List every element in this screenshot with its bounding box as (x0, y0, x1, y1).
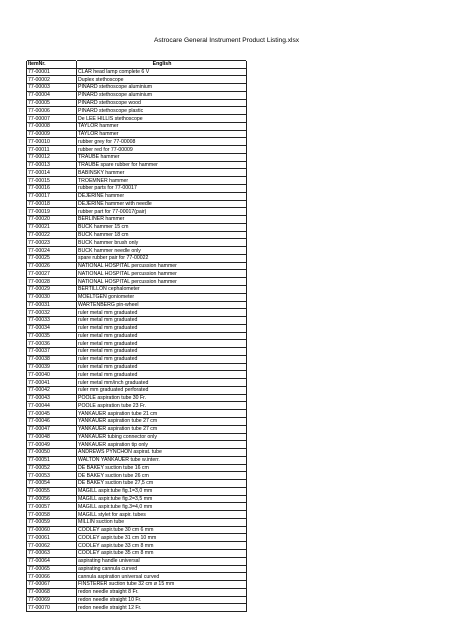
item-number-cell: 77-00060 (27, 526, 77, 534)
description-cell: BERTILLON cephalometer (77, 285, 247, 293)
item-number-cell: 77-00007 (27, 115, 77, 123)
description-cell: DEJERINE hammer (77, 192, 247, 200)
description-cell: YANKAUER aspiration tube 27 cm (77, 425, 247, 433)
table-row (27, 115, 247, 123)
table-row (27, 161, 247, 169)
item-number-cell: 77-00054 (27, 480, 77, 488)
description-cell: cannula aspiration universal curved (77, 573, 247, 581)
table-row (27, 480, 247, 488)
item-number-cell: 77-00046 (27, 417, 77, 425)
table-row (27, 169, 247, 177)
item-number-cell: 77-00034 (27, 324, 77, 332)
table-row (27, 487, 247, 495)
description-cell: rubber red for 77-00009 (77, 146, 247, 154)
table-row (27, 425, 247, 433)
table-row (27, 309, 247, 317)
table-row (27, 138, 247, 146)
description-cell: BUCK hammer brush only (77, 239, 247, 247)
table-row (27, 317, 247, 325)
table-row (27, 503, 247, 511)
item-number-cell: 77-00026 (27, 262, 77, 270)
item-number-cell: 77-00048 (27, 433, 77, 441)
header-english: English (77, 60, 247, 68)
description-cell: De LEE HILLIS stethoscope (77, 115, 247, 123)
item-number-cell: 77-00012 (27, 153, 77, 161)
item-number-cell: 77-00059 (27, 518, 77, 526)
description-cell: YANKAUER aspiration tube 21 cm (77, 410, 247, 418)
description-cell: CLAR head lamp complete 6 V (77, 68, 247, 76)
table-row (27, 604, 247, 612)
description-cell: DE BAKEY suction tube 27,5 cm (77, 480, 247, 488)
table-row (27, 394, 247, 402)
table-row (27, 130, 247, 138)
description-cell: ruler metal mm/inch graduated (77, 379, 247, 387)
table-row (27, 449, 247, 457)
description-cell: aspirating handle universal (77, 557, 247, 565)
item-number-cell: 77-00027 (27, 270, 77, 278)
spreadsheet (26, 52, 247, 612)
item-number-cell: 77-00064 (27, 557, 77, 565)
item-number-cell: 77-00042 (27, 386, 77, 394)
item-number-cell: 77-00001 (27, 68, 77, 76)
table-row (27, 596, 247, 604)
description-cell: Duplex stethoscope (77, 76, 247, 84)
description-cell: BUCK hammer needle only (77, 247, 247, 255)
item-number-cell: 77-00009 (27, 130, 77, 138)
description-cell: spare rubber pair for 77-00022 (77, 254, 247, 262)
item-number-cell: 77-00051 (27, 456, 77, 464)
table-row (27, 254, 247, 262)
table-row (27, 402, 247, 410)
table-row (27, 84, 247, 92)
item-number-cell: 77-00018 (27, 200, 77, 208)
header-row (27, 60, 247, 68)
description-cell: aspirating cannula curved (77, 565, 247, 573)
table-row (27, 410, 247, 418)
description-cell: DEJERINE hammer with needle (77, 200, 247, 208)
item-number-cell: 77-00047 (27, 425, 77, 433)
item-number-cell: 77-00017 (27, 192, 77, 200)
table-row (27, 472, 247, 480)
item-number-cell: 77-00056 (27, 495, 77, 503)
description-cell: ruler mm graduated perforated (77, 386, 247, 394)
item-number-cell: 77-00010 (27, 138, 77, 146)
item-number-cell: 77-00040 (27, 371, 77, 379)
table-row (27, 208, 247, 216)
description-cell: WARTENBERG pin-wheel (77, 301, 247, 309)
description-cell: TRAUBE hammer (77, 153, 247, 161)
table-row (27, 355, 247, 363)
description-cell: POOLE aspiration tube 23 Fr. (77, 402, 247, 410)
description-cell: MAGILL aspir.tube fig.2=3,5 mm (77, 495, 247, 503)
table-row (27, 495, 247, 503)
description-cell: ANDREWS PYNCHON aspirat. tube (77, 449, 247, 457)
item-number-cell: 77-00041 (27, 379, 77, 387)
description-cell: ruler metal mm graduated (77, 309, 247, 317)
table-row (27, 386, 247, 394)
item-number-cell: 77-00014 (27, 169, 77, 177)
item-number-cell: 77-00005 (27, 99, 77, 107)
table-row (27, 216, 247, 224)
table-row (27, 177, 247, 185)
table-row (27, 363, 247, 371)
blank-row (27, 53, 247, 61)
description-cell: TAYLOR hammer (77, 130, 247, 138)
item-number-cell: 77-00044 (27, 402, 77, 410)
item-number-cell: 77-00033 (27, 317, 77, 325)
description-cell: TROEMNER hammer (77, 177, 247, 185)
item-number-cell: 77-00058 (27, 511, 77, 519)
table-body (27, 68, 247, 612)
table-row (27, 239, 247, 247)
table-row (27, 293, 247, 301)
description-cell: FINSTERER suction tube 32 cm ø 15 mm (77, 581, 247, 589)
table-row (27, 153, 247, 161)
table-row (27, 122, 247, 130)
item-number-cell: 77-00039 (27, 363, 77, 371)
description-cell: PINARD stethoscope aluminium (77, 84, 247, 92)
description-cell: ruler metal mm graduated (77, 371, 247, 379)
document-title: Astrocare General Instrument Product Listing.xlsx (153, 37, 300, 44)
description-cell: ruler metal mm graduated (77, 317, 247, 325)
table-row (27, 270, 247, 278)
description-cell: POOLE aspiration tube 30 Fr. (77, 394, 247, 402)
table-row (27, 99, 247, 107)
item-number-cell: 77-00067 (27, 581, 77, 589)
table-row (27, 379, 247, 387)
table-row (27, 200, 247, 208)
description-cell: MILLIN suction tube (77, 518, 247, 526)
item-number-cell: 77-00020 (27, 216, 77, 224)
item-number-cell: 77-00003 (27, 84, 77, 92)
description-cell: BUCK hammer 15 cm (77, 223, 247, 231)
item-number-cell: 77-00002 (27, 76, 77, 84)
description-cell: YANKAUER aspiration tube 27 cm (77, 417, 247, 425)
table-row (27, 542, 247, 550)
description-cell: BERLINER hammer (77, 216, 247, 224)
item-number-cell: 77-00049 (27, 441, 77, 449)
item-number-cell: 77-00025 (27, 254, 77, 262)
item-number-cell: 77-00006 (27, 107, 77, 115)
item-number-cell: 77-00031 (27, 301, 77, 309)
description-cell: ruler metal mm graduated (77, 363, 247, 371)
table-row (27, 247, 247, 255)
item-number-cell: 77-00036 (27, 340, 77, 348)
item-number-cell: 77-00066 (27, 573, 77, 581)
description-cell: MAGILL stylet for aspir. tubes (77, 511, 247, 519)
item-number-cell: 77-00004 (27, 91, 77, 99)
description-cell: ruler metal mm graduated (77, 332, 247, 340)
item-number-cell: 77-00053 (27, 472, 77, 480)
item-number-cell: 77-00055 (27, 487, 77, 495)
table-row (27, 526, 247, 534)
description-cell: BABINSKY hammer (77, 169, 247, 177)
product-table (26, 52, 247, 612)
item-number-cell: 77-00011 (27, 146, 77, 154)
table-row (27, 231, 247, 239)
table-row (27, 348, 247, 356)
description-cell: ruler metal mm graduated (77, 355, 247, 363)
description-cell: DE BAKEY suction tube 16 cm (77, 464, 247, 472)
description-cell: rubber parts for 77-00017 (77, 185, 247, 193)
item-number-cell: 77-00069 (27, 596, 77, 604)
description-cell: NATIONAL HOSPITAL percussion hammer (77, 262, 247, 270)
item-number-cell: 77-00057 (27, 503, 77, 511)
description-cell: redon needle straight 8 Fr. (77, 588, 247, 596)
table-row (27, 301, 247, 309)
table-row (27, 581, 247, 589)
description-cell: NATIONAL HOSPITAL percussion hammer (77, 278, 247, 286)
table-row (27, 146, 247, 154)
item-number-cell: 77-00023 (27, 239, 77, 247)
item-number-cell: 77-00045 (27, 410, 77, 418)
table-row (27, 262, 247, 270)
item-number-cell: 77-00022 (27, 231, 77, 239)
item-number-cell: 77-00035 (27, 332, 77, 340)
description-cell: ruler metal mm graduated (77, 324, 247, 332)
table-row (27, 107, 247, 115)
item-number-cell: 77-00061 (27, 534, 77, 542)
table-row (27, 185, 247, 193)
item-number-cell: 77-00037 (27, 348, 77, 356)
item-number-cell: 77-00016 (27, 185, 77, 193)
description-cell: NATIONAL HOSPITAL percussion hammer (77, 270, 247, 278)
description-cell: WALTON YANKAUER tube w.interr. (77, 456, 247, 464)
table-row (27, 285, 247, 293)
table-row (27, 565, 247, 573)
description-cell: COOLEY aspir.tube 35 cm 8 mm (77, 550, 247, 558)
table-row (27, 557, 247, 565)
description-cell: rubber part for 77-00017(pair) (77, 208, 247, 216)
table-row (27, 324, 247, 332)
item-number-cell: 77-00032 (27, 309, 77, 317)
table-row (27, 534, 247, 542)
table-row (27, 68, 247, 76)
table-row (27, 573, 247, 581)
description-cell: MAGILL aspir.tube fig.1=3,0 mm (77, 487, 247, 495)
table-row (27, 278, 247, 286)
item-number-cell: 77-00008 (27, 122, 77, 130)
item-number-cell: 77-00068 (27, 588, 77, 596)
table-row (27, 464, 247, 472)
table-row (27, 518, 247, 526)
description-cell: MOELTGEN goniometer (77, 293, 247, 301)
description-cell: PINARD stethoscope aluminium (77, 91, 247, 99)
description-cell: PINARD stethoscope wood (77, 99, 247, 107)
table-row (27, 332, 247, 340)
table-row (27, 192, 247, 200)
header-item-number: ItemNr. (27, 60, 77, 68)
table-row (27, 91, 247, 99)
description-cell: COOLEY aspir.tube 30 cm 6 mm (77, 526, 247, 534)
item-number-cell: 77-00050 (27, 449, 77, 457)
description-cell: BUCK hammer 18 cm (77, 231, 247, 239)
item-number-cell: 77-00038 (27, 355, 77, 363)
description-cell: MAGILL aspir.tube fig.3=4,0 mm (77, 503, 247, 511)
table-row (27, 511, 247, 519)
description-cell: YANKAUER aspiration tip only (77, 441, 247, 449)
description-cell: redon needle straight 10 Fr. (77, 596, 247, 604)
description-cell: TRAUBE spare rubber for hammer (77, 161, 247, 169)
item-number-cell: 77-00043 (27, 394, 77, 402)
item-number-cell: 77-00063 (27, 550, 77, 558)
item-number-cell: 77-00019 (27, 208, 77, 216)
item-number-cell: 77-00052 (27, 464, 77, 472)
description-cell: PINARD stethoscope plastic (77, 107, 247, 115)
item-number-cell: 77-00030 (27, 293, 77, 301)
table-row (27, 223, 247, 231)
description-cell: rubber grey for 77-00008 (77, 138, 247, 146)
item-number-cell: 77-00015 (27, 177, 77, 185)
description-cell: ruler metal mm graduated (77, 340, 247, 348)
table-row (27, 456, 247, 464)
item-number-cell: 77-00065 (27, 565, 77, 573)
item-number-cell: 77-00021 (27, 223, 77, 231)
item-number-cell: 77-00062 (27, 542, 77, 550)
table-row (27, 340, 247, 348)
table-row (27, 433, 247, 441)
item-number-cell: 77-00029 (27, 285, 77, 293)
description-cell: redon needle straight 12 Fr. (77, 604, 247, 612)
description-cell: DE BAKEY suction tube 26 cm (77, 472, 247, 480)
table-row (27, 550, 247, 558)
description-cell: TAYLOR hammer (77, 122, 247, 130)
table-row (27, 371, 247, 379)
item-number-cell: 77-00013 (27, 161, 77, 169)
description-cell: COOLEY aspir.tube 33 cm 8 mm (77, 542, 247, 550)
table-row (27, 441, 247, 449)
item-number-cell: 77-00024 (27, 247, 77, 255)
table-row (27, 76, 247, 84)
description-cell: YANKAUER tubing connector only (77, 433, 247, 441)
item-number-cell: 77-00028 (27, 278, 77, 286)
item-number-cell: 77-00070 (27, 604, 77, 612)
description-cell: ruler metal mm graduated (77, 348, 247, 356)
table-row (27, 417, 247, 425)
description-cell: COOLEY aspir.tube 31 cm 10 mm (77, 534, 247, 542)
table-row (27, 588, 247, 596)
